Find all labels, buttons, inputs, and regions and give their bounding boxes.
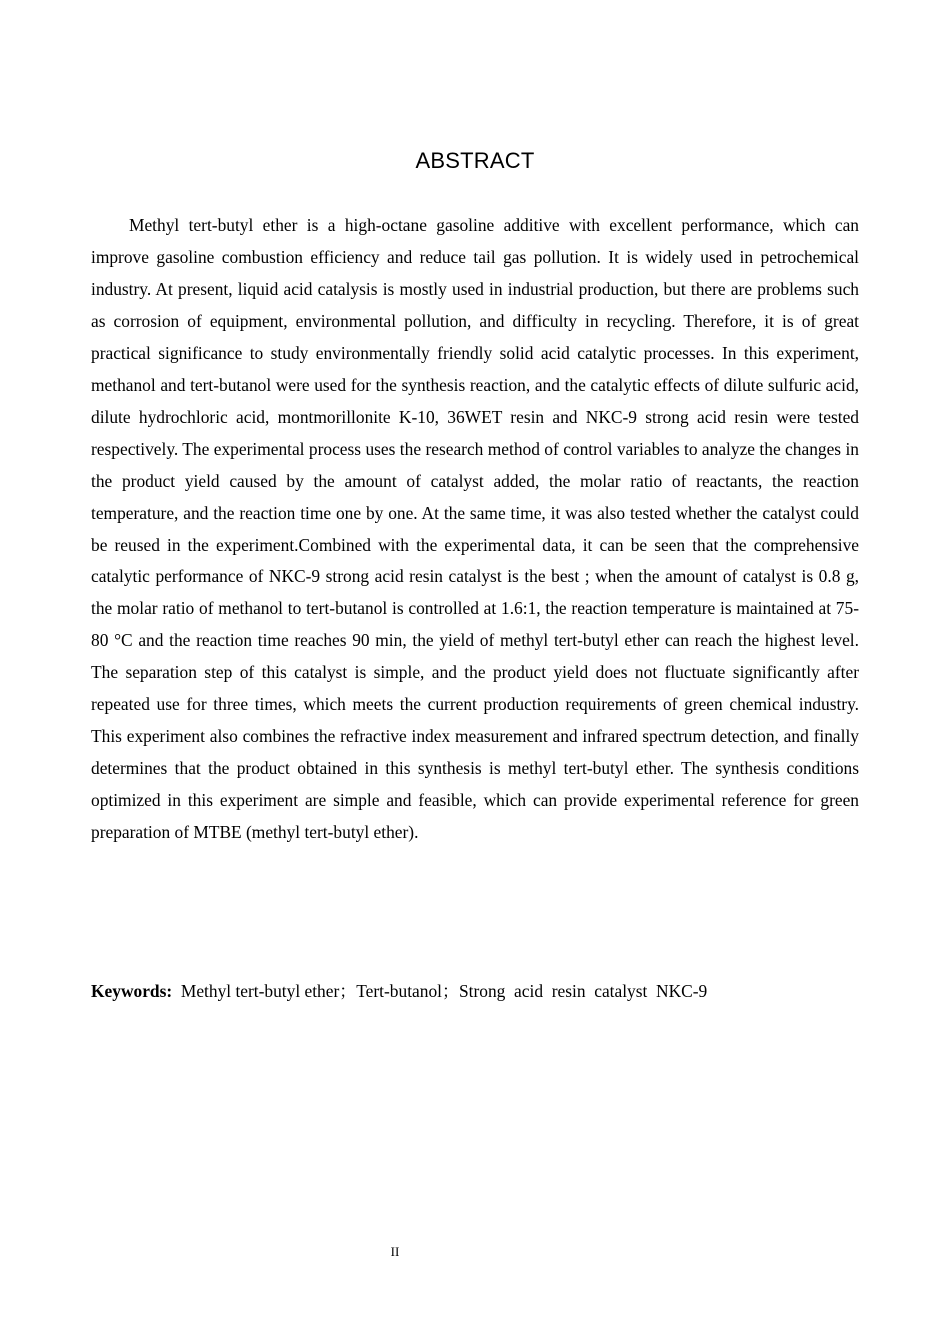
keywords-line (91, 976, 859, 1008)
keywords-label: Keywords: (91, 981, 173, 1001)
keyword-separator: ； (441, 982, 459, 1001)
keyword-item: Tert-butanol (356, 981, 442, 1001)
page-number: II (390, 1244, 400, 1259)
keyword-item: Strong acid resin catalyst NKC-9 (458, 981, 708, 1001)
keyword-separator: ； (339, 982, 357, 1001)
abstract-body: Methyl tert-butyl ether is a high-octane gasoline additive with excellent performance, which can improve gasoline combustion efficiency and reduce tail gas pollution. It is widely used in petrochemical industry. At present, liquid acid catalysis is mostly used in industrial production, but there are problems such as corrosion of equipment, environmental pollution, and difficulty in recycling. Therefore, it is of great practical significance to study environmentally friendly solid acid catalytic processes. In this experiment, methanol and tert-butanol were used for the synthesis reaction, and the catalytic effects of dilute sulfuric acid, dilute hydrochloric acid, montmorillonite K-10, 36WET resin and NKC-9 strong acid resin were tested respectively. The experimental process uses the research method of control variables to analyze the changes in the product yield caused by the amount of catalyst added, the molar ratio of reactants, the reaction temperature, and the reaction time one by one. At the same time, it was also tested whether the catalyst could be reused in the experiment.Combined with the experimental data, it can be seen that the comprehensive catalytic performance of NKC-9 strong acid resin catalyst is the best ; when the amount of catalyst is 0.8 g, the molar ratio of methanol to tert-butanol is controlled at 1.6:1, the reaction temperature is maintained at 75-80 °C and the reaction time reaches 90 min, the yield of methyl tert-butyl ether can reach the highest level. The separation step of this catalyst is simple, and the product yield does not fluctuate significantly after repeated use for three times, which meets the current production requirements of green chemical industry. This experiment also combines the refractive index measurement and infrared spectrum detection, and finally determines that the product obtained in this synthesis is methyl tert-butyl ether. The synthesis conditions optimized in this experiment are simple and feasible, which can provide experimental reference for green preparation of MTBE (methyl tert-butyl ether). (91, 215, 859, 843)
keyword-item: Methyl tert-butyl ether (180, 981, 340, 1001)
abstract-title: ABSTRACT (415, 148, 535, 173)
